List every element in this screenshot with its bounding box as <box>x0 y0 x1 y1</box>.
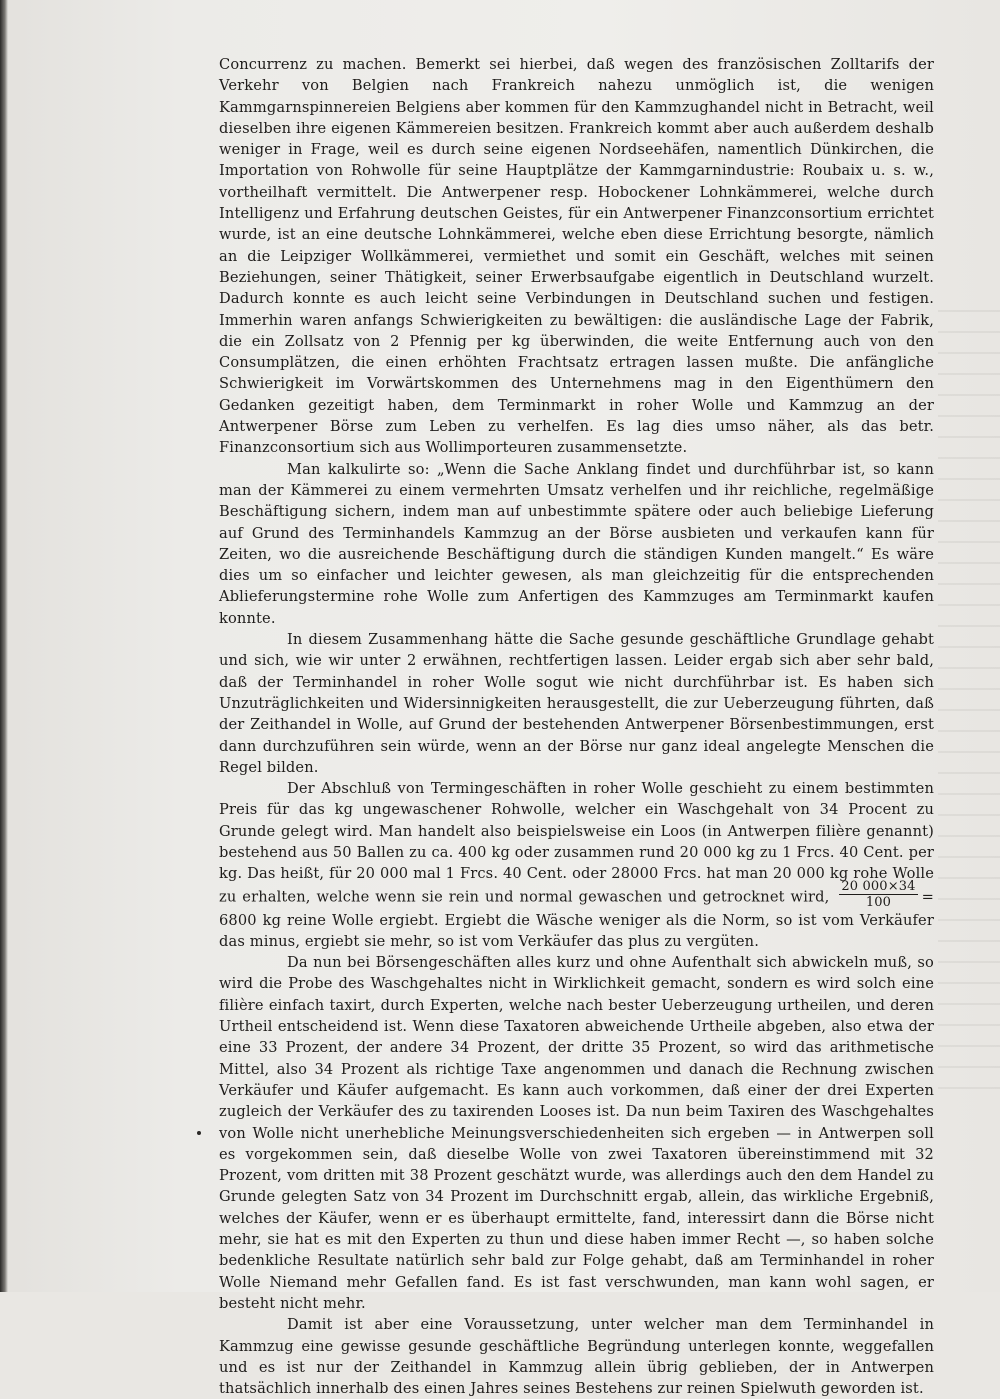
body-text <box>219 54 934 1399</box>
paragraph-3: In diesem Zusammenhang hätte die Sache gesunde geschäftliche Grundlage gehabt und sich, wie wir unter 2 erwähnen, rechtfertigen lassen. Leider ergab sich aber sehr bald, daß der Terminhandel in roher Wolle sogut wie nicht durchführbar ist. Es haben sich Unzuträglichkeiten und Widersinnigkeiten herausgestellt, die zur Ueberzeugung führten, daß der Zeithandel in Wolle, auf Grund der bestehenden Antwerpener Börsenbestimmungen, erst dann durchzuführen sein würde, wenn an der Börse nur ganz ideal angelegte Menschen die Regel bilden. <box>219 631 934 776</box>
paragraph-4-continuation: Ergiebt die Wäsche weniger als die Norm, so ist vom Verkäufer das minus, ergiebt sie mehr, so ist vom Verkäufer das plus zu vergüten. <box>219 911 934 950</box>
bleed-through-text <box>938 310 1000 1090</box>
paragraph-1: Concurrenz zu machen. Bemerkt sei hierbei, daß wegen des französischen Zolltarifs der Verkehr von Belgien nach Frankreich nahezu unmöglich ist, die wenigen Kammgarnspinnereien Belgiens aber kommen für den Kammzughandel nicht in Betracht, weil dieselben ihre eigenen Kämmereien besitzen. Frankreich kommt aber auch außerdem deshalb weniger in Frage, weil es durch seine eigenen Nordseehäfen, namentlich Dünkirchen, die Importation von Rohwolle für seine Hauptplätze der Kammgarnindustrie: Roubaix u. s. w., vortheilhaft vermittelt. Die Antwerpener resp. Hobockener Lohnkämmerei, welche durch Intelligenz und Erfahrung deutschen Geistes, für ein Antwerpener Finanzconsortium errichtet wurde, ist an eine deutsche Lohnkämmerei, welche eben diese Errichtung besorgte, nämlich an die Leipziger Wollkämmerei, vermiethet und somit ein Geschäft, welches mit seinen Beziehungen, seiner Thätigkeit, seiner Erwerbsaufgabe eigentlich in Deutschland wurzelt. Dadurch konnte es auch leicht seine Verbindungen in Deutschland suchen und festigen. Immerhin waren anfangs Schwierigkeiten zu bewältigen: die ausländische Lage der Fabrik, die ein Zollsatz von 2 Pfennig per kg überwinden, die weite Entfernung auch von den Consumplätzen, die einen erhöhten Frachtsatz ertragen lassen mußte. Die anfängliche Schwierigkeit im Vorwärtskommen des Unternehmens mag in den Eigenthümern den Gedanken gezeitigt haben, dem Terminmarkt in roher Wolle und Kammzug an der Antwerpener Börse zum Leben zu verhelfen. Es lag dies umso näher, als das betr. Finanzconsortium sich aus Wollimporteuren zusammensetzte. <box>219 56 934 457</box>
paragraph-4 <box>219 778 934 952</box>
fraction-numerator: 20 000×34 <box>841 878 916 894</box>
formula-result: = 6800 kg reine Wolle ergiebt. <box>219 888 934 929</box>
fraction-denominator: 100 <box>865 894 892 910</box>
paragraph-4-text: Der Abschluß von Termingeschäften in roher Wolle geschieht zu einem bestimmten Preis für das kg ungewaschener Rohwolle, welcher ein Waschgehalt von 34 Procent zu Grunde gelegt wird. Man handelt also beispielsweise ein Loos (in Antwerpen filière genannt) bestehend aus 50 Ballen zu ca. 400 kg oder zusammen rund 20 000 kg zu 1 Frcs. 40 Cent. per kg. Das heißt, für 20 000 mal 1 Frcs. 40 Cent. oder 28000 Frcs. hat man 20 000 kg rohe Wolle zu erhalten, welche wenn sie rein und normal gewaschen und getrocknet wird, <box>219 780 934 906</box>
binding-shadow <box>0 0 8 1292</box>
paragraph-6: Damit ist aber eine Voraussetzung, unter welcher man dem Terminhandel in Kammzug eine gewisse gesunde geschäftliche Begründung unterlegen konnte, weggefallen und es ist nur der Zeithandel in Kammzug allein übrig geblieben, der in Antwerpen thatsächlich innerhalb des einen Jahres seines Bestehens zur reinen Spielwuth geworden ist. <box>219 1316 934 1398</box>
fraction <box>839 879 917 910</box>
paragraph-5: Da nun bei Börsengeschäften alles kurz und ohne Aufenthalt sich abwickeln muß, so wird die Probe des Waschgehaltes nicht in Wirklichkeit gemacht, sondern es wird solch eine filière einfach taxirt, durch Experten, welche nach bester Ueberzeugung urtheilen, und deren Urtheil entscheidend ist. Wenn diese Taxatoren abweichende Urtheile abgeben, also etwa der eine 33 Prozent, der andere 34 Prozent, der dritte 35 Prozent, so wird das arithmetische Mittel, also 34 Prozent als richtige Taxe angenommen und danach die Rechnung zwischen Verkäufer und Käufer aufgemacht. Es kann auch vorkommen, daß einer der drei Experten zugleich der Verkäufer des zu taxirenden Looses ist. Da nun beim Taxiren des Waschgehaltes von Wolle nicht unerhebliche Meinungsverschiedenheiten sich ergeben — in Antwerpen soll es vorgekommen sein, daß dieselbe Wolle von zwei Taxatoren übereinstimmend mit 32 Prozent, vom dritten mit 38 Prozent geschätzt wurde, was allerdings auch den dem Handel zu Grunde gelegten Satz von 34 Prozent im Durchschnitt ergab, allein, das wirkliche Ergebniß, welches der Käufer, wenn er es überhaupt ermittelte, fand, interessirt dann die Börse nicht mehr, sie hat es mit den Experten zu thun und diese haben immer Recht —, so haben solche bedenkliche Resultate natürlich sehr bald zur Folge gehabt, daß am Terminhandel in roher Wolle Niemand mehr Gefallen fand. Es ist fast verschwunden, man kann wohl sagen, er besteht nicht mehr. <box>219 954 934 1312</box>
paragraph-2: Man kalkulirte so: „Wenn die Sache Anklang findet und durchführbar ist, so kann man der Kämmerei zu einem vermehrten Umsatz verhelfen und ihr reichliche, regelmäßige Beschäftigung sichern, indem man auf unbestimmte spätere oder auch beliebige Lieferung auf Grund des Terminhandels Kammzug an der Börse ausbieten und verkaufen kann für Zeiten, wo die ausreichende Beschäftigung durch die ständigen Kunden mangelt.“ Es wäre dies um so einfacher und leichter gewesen, als man gleichzeitig für die entsprechenden Ablieferungstermine rohe Wolle zum Anfertigen des Kammzuges am Terminmarkt kaufen konnte. <box>219 460 934 627</box>
margin-mark <box>197 1131 201 1135</box>
